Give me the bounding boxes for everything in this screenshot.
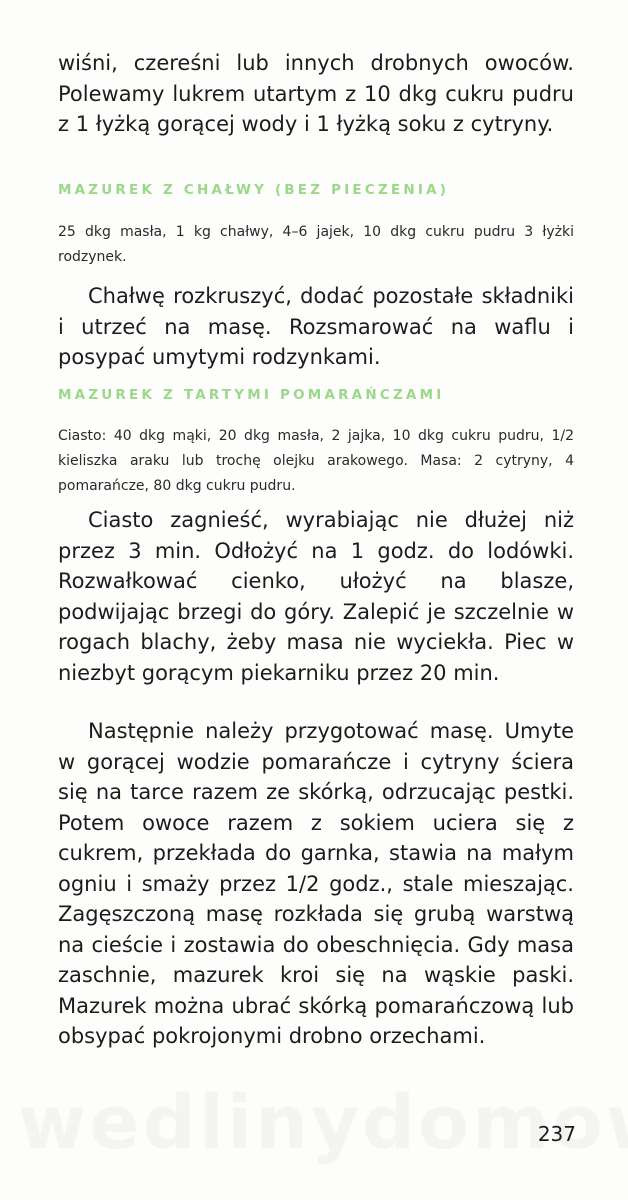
recipe-instructions-chalwa: Chałwę rozkruszyć, dodać pozostałe składniki i utrzeć na masę. Rozsmarować na waflu i posypać umytymi rodzynkami. — [58, 284, 574, 369]
recipe-ingredients-chalwa: 25 dkg masła, 1 kg chałwy, 4–6 jajek, 10 dkg cukru pudru 3 łyżki rodzynek. — [58, 224, 574, 265]
recipe-title-mazurek-z-chalwy: MAZUREK Z CHAŁWY (BEZ PIECZENIA) — [58, 182, 450, 198]
site-watermark — [18, 1080, 628, 1166]
recipe-ingredients-pomarancze: Ciasto: 40 dkg mąki, 20 dkg masła, 2 jajka, 10 dkg cukru pudru, 1/2 kieliszka araku lub trochę olejku arakowego. Masa: 2 cytryny, 4 pomarańcze, 80 dkg cukru pudru. — [58, 428, 574, 494]
paragraph-continued: wiśni, czereśni lub innych drobnych owoców. Polewamy lukrem utartym z 10 dkg cukru pudru z 1 łyżką gorącej wody i 1 łyżką soku z cytryny. — [58, 51, 574, 136]
recipe-instructions-ciasto: Ciasto zagnieść, wyrabiając nie dłużej niż przez 3 min. Odłożyć na 1 godz. do lodówki. Rozwałkować cienko, ułożyć na blasze, podwijając brzegi do góry. Zalepić je szczelnie w rogach blachy, żeby masa nie wyciekła. Piec w niezbyt gorącym piekarniku przez 20 min. — [58, 508, 574, 685]
recipe-title-mazurek-z-pomaranczami: MAZUREK Z TARTYMI POMARAŃCZAMI — [58, 387, 445, 403]
recipe-instructions-masa: Następnie należy przygotować masę. Umyte w gorącej wodzie pomarańcze i cytryny ściera się na tarce razem ze skórką, odrzucając pestki. Potem owoce razem z sokiem uciera się z cukrem, przekłada do garnka, stawia na małym ogniu i smaży przez 1/2 godz., stale mieszając. Zagęszczoną masę rozkłada się grubą warstwą na cieście i zostawia do obeschnięcia. Gdy masa zaschnie, mazurek kroi się na wąskie paski. Mazurek można ubrać skórką pomarańczową lub obsypać pokrojonymi drobno orzechami. — [58, 719, 574, 1048]
page-number: 237 — [537, 1122, 576, 1146]
